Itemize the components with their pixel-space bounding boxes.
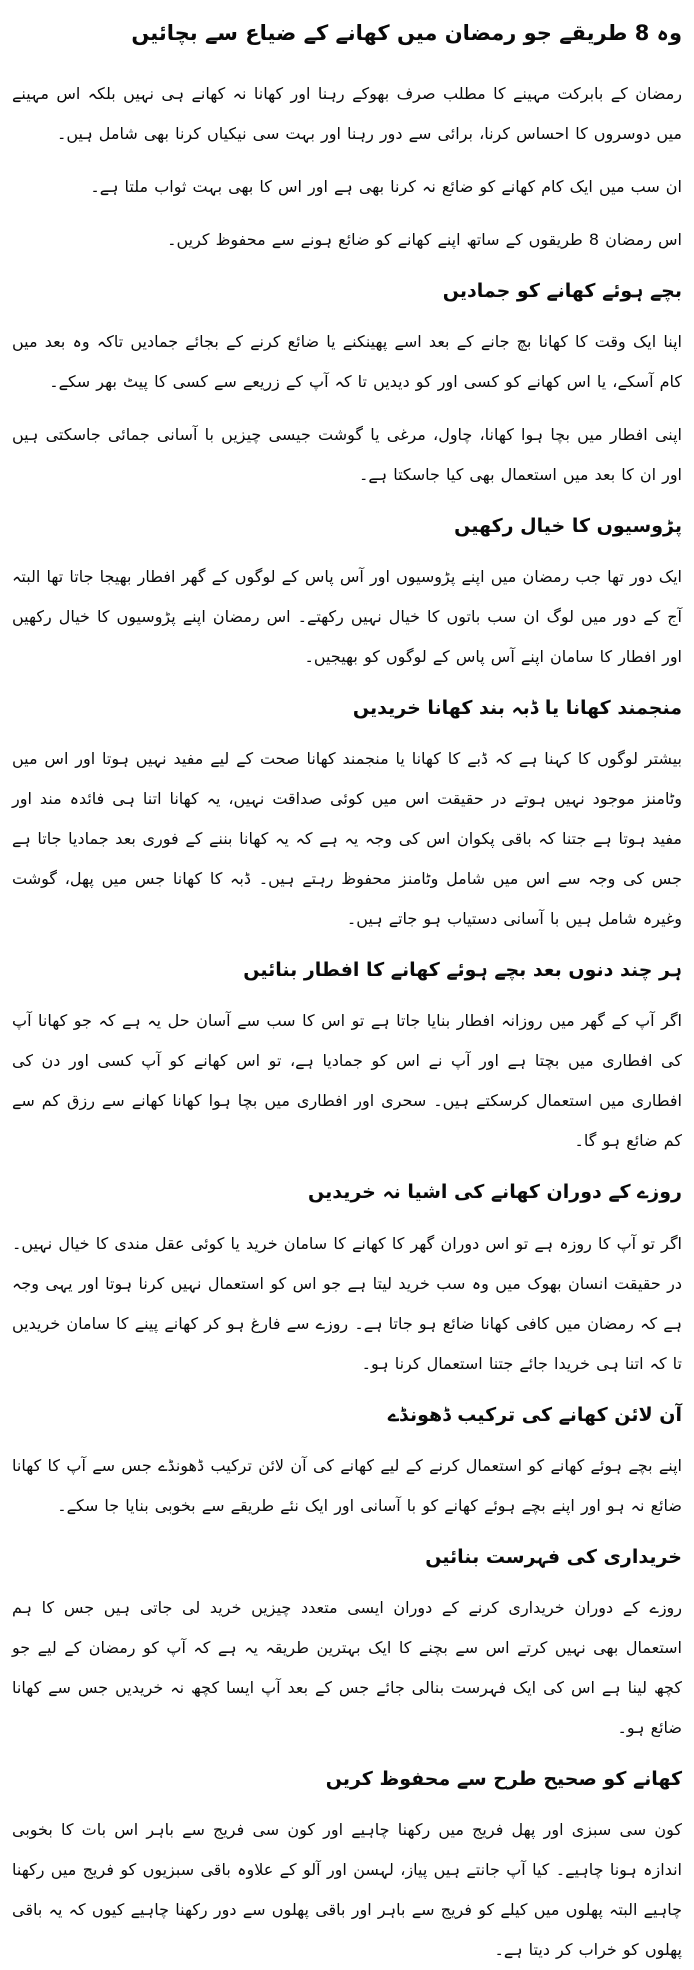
section-heading: روزے کے دوران کھانے کی اشیا نہ خریدیں xyxy=(307,1181,682,1204)
paragraph: بیشتر لوگوں کا کہنا ہے کہ ڈبے کا کھانا یا منجمند کھانا صحت کے لیے مفید نہیں ہوتا اور اس میں وٹامنز موجود نہیں ہوتے در حقیقت اس میں کوئی صداقت نہیں، یہ کھانا اتنا ہی فائدہ مند اور مفید ہوتا ہے جتنا کہ باقی پکوان اس کی وجہ یہ ہے کہ یہ کھانا بننے کے فوری بعد جمادیا جاتا ہے جس کی وجہ سے اس میں شامل وٹامنز محفوظ رہتے ہیں۔ ڈبہ کا کھانا جس میں پھل، گوشت وغیرہ شامل ہیں با آسانی دستیاب ہو جاتے ہیں۔ xyxy=(12,749,682,929)
paragraph: روزے کے دوران خریداری کرنے کے دوران ایسی متعدد چیزیں خرید لی جاتی ہیں جس کا ہم استعمال بھی نہیں کرتے اس سے بچنے کا ایک بہترین طریقہ یہ ہے کہ آپ کو رمضان کے لیے جو کچھ لینا ہے اس کی ایک فہرست بنالی جائے جس کے بعد آپ ایسا کچھ نہ خریدیں جس سے کھانا ضائع ہو۔ xyxy=(12,1598,682,1737)
section-heading: آن لائن کھانے کی ترکیب ڈھونڈے xyxy=(387,1403,682,1426)
section-heading: منجمند کھانا یا ڈبہ بند کھانا خریدیں xyxy=(352,697,682,720)
section-heading: خریداری کی فہرست بنائیں xyxy=(425,1545,682,1568)
paragraph: اس رمضان 8 طریقوں کے ساتھ اپنے کھانے کو ضائع ہونے سے محفوظ کریں۔ xyxy=(167,229,682,249)
section-online-recipes xyxy=(12,1398,682,1526)
paragraph: کون سی سبزی اور پھل فریج میں رکھنا چاہیے اور کون سی فریج سے باہر اس بات کا بخوبی اندازہ ہونا چاہیے۔ کیا آپ جانتے ہیں پیاز، لہسن اور آلو کے علاوہ باقی سبزیوں کو فریج میں رکھنا چاہیے البتہ پھلوں میں کیلے کو فریج سے باہر اور باقی پھلوں سے دور رکھنا چاہیے کیوں کہ یہ باقی پھلوں کو خراب کر دیتا ہے۔ xyxy=(12,1820,682,1960)
article-intro xyxy=(12,74,682,260)
section-heading: بچے ہوئے کھانے کو جمادیں xyxy=(442,279,682,302)
section-frozen-canned-food xyxy=(12,691,682,939)
paragraph: ایک دور تھا جب رمضان میں اپنے پڑوسیوں اور آس پاس کے لوگوں کے گھر افطار بھیجا جاتا تھا البتہ آج کے دور میں لوگ ان سب باتوں کا خیال نہیں رکھتے۔ اس رمضان اپنے پڑوسیوں کا خیال رکھیں اور افطار کا سامان اپنے آس پاس کے لوگوں کو بھیجیں۔ xyxy=(12,567,682,667)
section-no-shopping-while-fasting xyxy=(12,1175,682,1383)
article-title: وہ 8 طریقے جو رمضان میں کھانے کے ضیاع سے بچائیں xyxy=(131,21,682,45)
paragraph: اگر تو آپ کا روزہ ہے تو اس دوران گھر کا کھانے کا سامان خرید یا کوئی عقل مندی کا خیال نہیں۔ در حقیقت انسان بھوک میں وہ سب خرید لیتا ہے جو اس کو استعمال نہیں کرنا ہوتا اور یہی وجہ ہے کہ رمضان میں کافی کھانا ضائع ہو جاتا ہے۔ روزے سے فارغ ہو کر کھانے پینے کا سامان خریدیں تا کہ اتنا ہی خریدا جائے جتنا استعمال کرنا ہو۔ xyxy=(12,1233,682,1373)
paragraph: اپنی افطار میں بچا ہوا کھانا، چاول، مرغی یا گوشت جیسی چیزیں با آسانی جمائی جاسکتی ہیں اور ان کا بعد میں استعمال بھی کیا جاسکتا ہے۔ xyxy=(12,424,682,484)
section-store-food-properly xyxy=(12,1762,682,1970)
section-heading: پڑوسیوں کا خیال رکھیں xyxy=(454,514,682,537)
section-shopping-list xyxy=(12,1540,682,1748)
section-freeze-leftovers xyxy=(12,274,682,495)
section-heading: ہر چند دنوں بعد بچے ہوئے کھانے کا افطار بنائیں xyxy=(243,959,682,982)
section-heading: کھانے کو صحیح طرح سے محفوظ کریں xyxy=(325,1768,682,1790)
paragraph: اپنے بچے ہوئے کھانے کو استعمال کرنے کے لیے کھانے کی آن لائن ترکیب ڈھونڈے جس سے آپ کا کھانا ضائع نہ ہو اور اپنے بچے ہوئے کھانے کو با آسانی اور ایک نئے طریقے سے بخوبی بنایا جا سکے۔ xyxy=(12,1455,682,1515)
section-leftover-iftar xyxy=(12,953,682,1161)
paragraph: رمضان کے بابرکت مہینے کا مطلب صرف بھوکے رہنا اور کھانا نہ کھانے ہی نہیں بلکہ اس مہینے میں دوسروں کا احساس کرنا، برائی سے دور رہنا اور بہت سی نیکیاں کرنا بھی شامل ہیں۔ xyxy=(12,83,682,143)
paragraph: اپنا ایک وقت کا کھانا بچ جانے کے بعد اسے پھینکنے یا ضائع کرنے کے بجائے جمادیں تاکہ وہ بعد میں کام آسکے، یا اس کھانے کو کسی اور کو دیدیں تا کہ آپ کے زریعے سے کسی کا پیٹ بھر سکے۔ xyxy=(12,331,682,391)
paragraph: اگر آپ کے گھر میں روزانہ افطار بنایا جاتا ہے تو اس کا سب سے آسان حل یہ ہے کہ جو کھانا آپ کی افطاری میں بچتا ہے اور آپ نے اس کو جمادیا ہے، تو اس کھانے کو آپ کسی اور دن کی افطاری میں استعمال کرسکتے ہیں۔ سحری اور افطاری میں بچا ہوا کھانا کھانے سے رزق کم سے کم ضائع ہو گا۔ xyxy=(12,1011,682,1151)
paragraph: ان سب میں ایک کام کھانے کو ضائع نہ کرنا بھی ہے اور اس کا بھی بہت ثواب ملتا ہے۔ xyxy=(90,176,682,196)
section-care-for-neighbors xyxy=(12,509,682,677)
